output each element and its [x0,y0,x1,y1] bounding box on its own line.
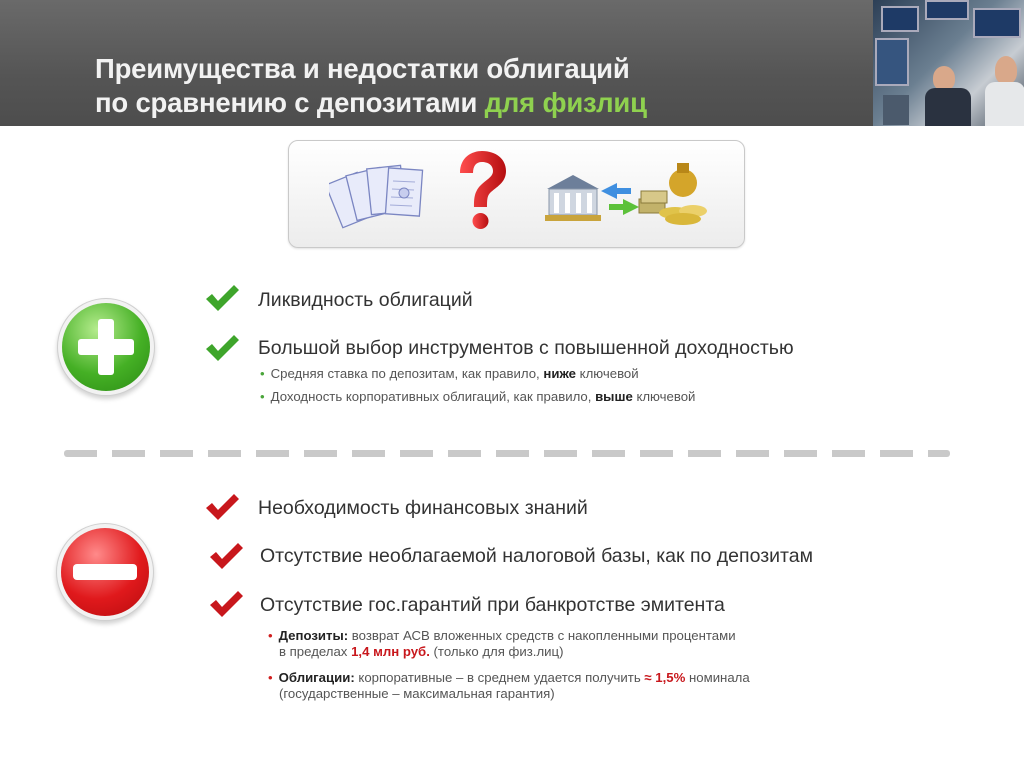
title-bar [0,0,1024,126]
page-title [95,52,647,120]
trading-floor-photo [873,0,1024,126]
dashed-divider [64,450,950,457]
green-check-icon [204,283,240,313]
advantage-bullet: • Средняя ставка по депозитам, как правило, ниже ключевой [260,366,639,381]
title-accent: для физлиц [484,87,647,118]
red-check-icon [208,541,244,571]
disadvantage-item: Необходимость финансовых знаний [258,497,588,519]
plus-icon [62,303,150,391]
bank-to-money-icon [543,155,713,235]
green-check-icon [204,333,240,363]
deposits-bullet: • Депозиты: возврат АСВ вложенных средств с накопленными процентами в пределах 1,4 млн руб. (только для физ.лиц) [268,628,736,659]
red-check-icon [208,589,244,619]
advantage-bullet: • Доходность корпоративных облигаций, как правило, выше ключевой [260,389,696,404]
bonds-bullet: • Облигации: корпоративные – в среднем удается получить ≈ 1,5% номинала (государственные – максимальная гарантия) [268,670,750,701]
illustration-panel [288,140,745,248]
minus-icon [61,528,149,616]
question-mark-icon [454,149,510,235]
disadvantage-item: Отсутствие необлагаемой налоговой базы, как по депозитам [260,545,813,567]
title-line-1: Преимущества и недостатки облигаций [95,53,630,84]
title-line-2-text: по сравнению с депозитами [95,87,478,118]
advantage-item: Ликвидность облигаций [258,289,473,311]
bond-certificates-icon [329,159,429,231]
disadvantage-item: Отсутствие гос.гарантий при банкротстве эмитента [260,594,725,616]
title-line-2 [95,86,647,120]
red-check-icon [204,492,240,522]
advantage-item: Большой выбор инструментов с повышенной доходностью [258,337,794,359]
